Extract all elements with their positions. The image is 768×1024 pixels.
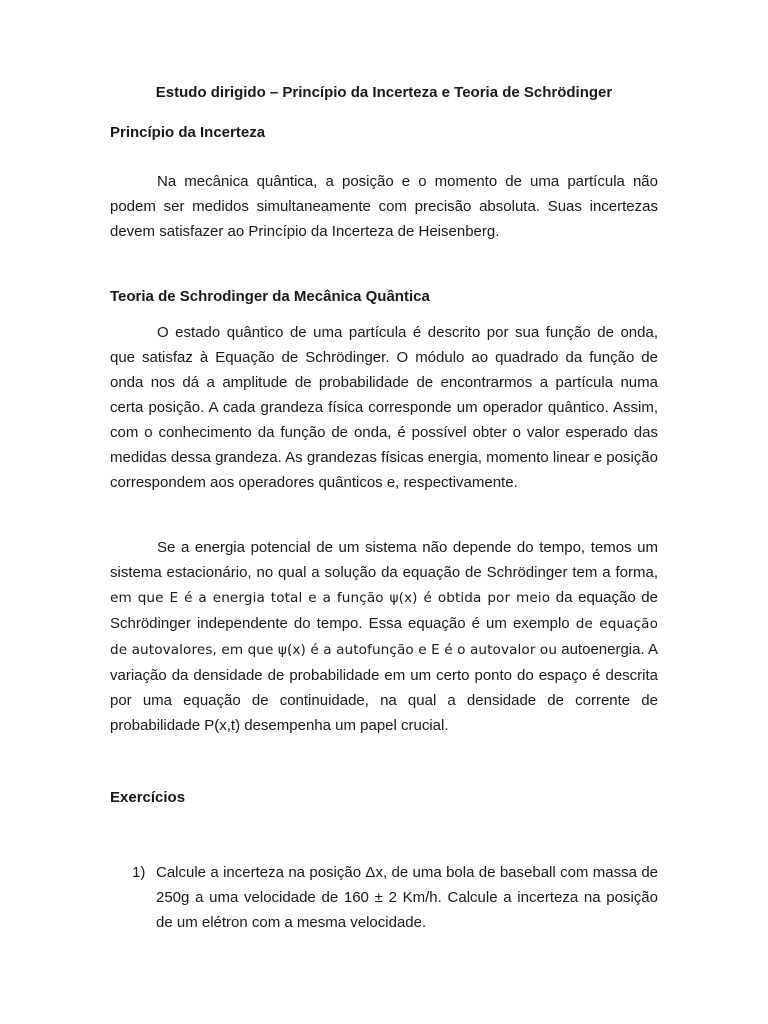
paragraph-stationary-part1: Se a energia potencial de um sistema não depende do tempo, temos um sistema estacionário, no qual a solução da equação de Schrödinger tem a forma, [110,539,658,581]
paragraph-stationary-part3: da equação de Schrödinger independente do tempo. Essa equação é um exemplo [110,589,658,632]
paragraph-stationary-system [110,535,658,738]
paragraph-quantum-state [110,320,658,495]
exercise-list-item [132,860,658,935]
paragraph-stationary-part4: de equação de autovalores, em que ψ(x) é a autofunção e E é o autovalor ou [110,616,659,658]
exercise-text: Calcule a incerteza na posição Δx, de uma bola de baseball com massa de 250g a uma velocidade de 160 ± 2 Km/h. Calcule a incerteza na posição de um elétron com a mesma velocidade. [156,864,658,931]
document-title: Estudo dirigido – Princípio da Incerteza e Teoria de Schrödinger [155,84,613,101]
exercise-number: 1) [132,864,146,881]
paragraph-uncertainty [110,169,658,244]
paragraph-uncertainty-text: Na mecânica quântica, a posição e o momento de uma partícula não podem ser medidos simultaneamente com precisão absoluta. Suas incertezas devem satisfazer ao Princípio da Incerteza de Heisenberg. [110,173,658,240]
paragraph-quantum-state-text: O estado quântico de uma partícula é descrito por sua função de onda, que satisfaz à Equação de Schrödinger. O módulo ao quadrado da função de onda nos dá a amplitude de probabilidade de encontrarmos a partícula numa certa posição. A cada grandeza física corresponde um operador quântico. Assim, com o conhecimento da função de onda, é possível obter o valor esperado das medidas dessa grandeza. As grandezas físicas energia, momento linear e posição correspondem aos operadores quânticos e, respectivamente. [110,324,658,491]
paragraph-stationary-part5: autoenergia. A variação da densidade de probabilidade em um certo ponto do espaço é descrita por uma equação de continuidade, na qual a densidade de corrente de probabilidade P(x,t) desempenha um papel crucial. [110,641,658,734]
paragraph-stationary-part2: em que E é a energia total e a função ψ(x) é obtida por meio [110,590,551,606]
section-heading-schrodinger: Teoria de Schrodinger da Mecânica Quântica [110,288,430,305]
section-heading-exercises: Exercícios [110,789,186,806]
section-heading-uncertainty: Princípio da Incerteza [110,124,266,141]
